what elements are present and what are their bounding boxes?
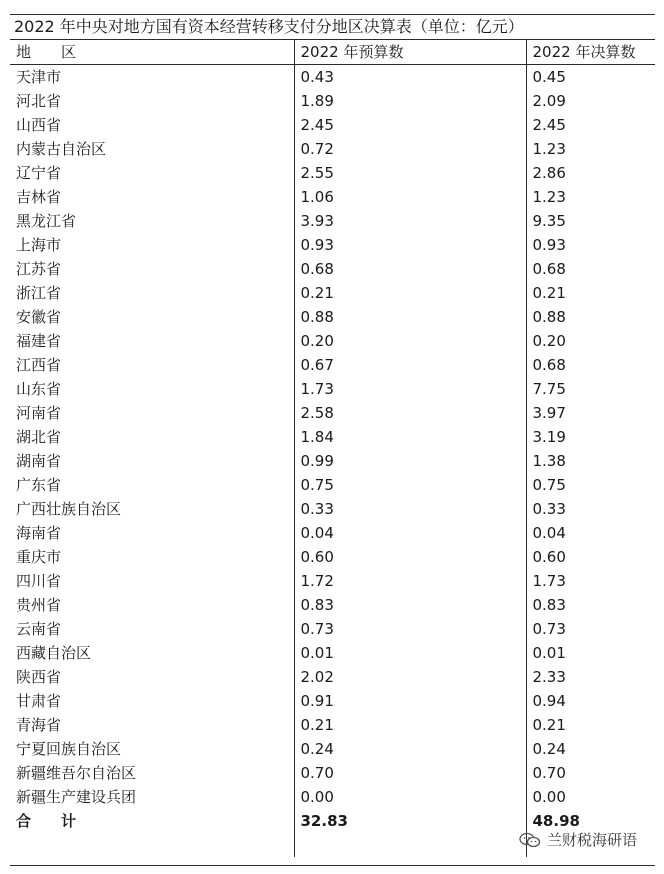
cell-final: 0.73 <box>526 617 655 641</box>
bottom-rule <box>10 865 655 866</box>
cell-region: 广西壮族自治区 <box>16 500 122 518</box>
table-row <box>10 665 655 689</box>
cell-region: 上海市 <box>16 236 62 254</box>
total-budget: 32.83 <box>294 809 526 833</box>
cell-final: 0.70 <box>526 761 655 785</box>
cell-final: 0.83 <box>526 593 655 617</box>
table-row <box>10 329 655 353</box>
table-row <box>10 281 655 305</box>
cell-final: 1.38 <box>526 449 655 473</box>
spacer-cell <box>294 833 526 857</box>
total-region: 合 计 <box>16 812 77 830</box>
cell-final: 0.24 <box>526 737 655 761</box>
cell-region: 重庆市 <box>16 548 62 566</box>
cell-region: 云南省 <box>16 620 62 638</box>
table-row <box>10 641 655 665</box>
cell-final: 0.20 <box>526 329 655 353</box>
cell-budget: 0.93 <box>294 233 526 257</box>
cell-region: 甘肃省 <box>16 692 62 710</box>
table-row <box>10 521 655 545</box>
table-row <box>10 401 655 425</box>
cell-budget: 0.43 <box>294 65 526 90</box>
cell-budget: 0.01 <box>294 641 526 665</box>
cell-budget: 0.67 <box>294 353 526 377</box>
spacer-cell <box>10 833 294 857</box>
cell-final: 1.23 <box>526 185 655 209</box>
cell-budget: 0.21 <box>294 281 526 305</box>
table-row <box>10 161 655 185</box>
table-row <box>10 257 655 281</box>
table-row <box>10 89 655 113</box>
cell-final: 1.23 <box>526 137 655 161</box>
cell-budget: 0.99 <box>294 449 526 473</box>
table-row <box>10 569 655 593</box>
cell-region: 四川省 <box>16 572 62 590</box>
table-row <box>10 713 655 737</box>
wechat-icon <box>519 832 541 848</box>
table-row <box>10 65 655 90</box>
cell-budget: 0.88 <box>294 305 526 329</box>
cell-budget: 0.33 <box>294 497 526 521</box>
cell-budget: 0.00 <box>294 785 526 809</box>
cell-final: 0.04 <box>526 521 655 545</box>
table-row <box>10 185 655 209</box>
cell-final: 0.75 <box>526 473 655 497</box>
table-row <box>10 305 655 329</box>
cell-budget: 0.20 <box>294 329 526 353</box>
cell-final: 3.97 <box>526 401 655 425</box>
cell-budget: 1.84 <box>294 425 526 449</box>
table-row <box>10 425 655 449</box>
cell-final: 0.68 <box>526 257 655 281</box>
cell-region: 新疆生产建设兵团 <box>16 788 137 806</box>
cell-final: 0.60 <box>526 545 655 569</box>
cell-budget: 1.06 <box>294 185 526 209</box>
cell-final: 2.45 <box>526 113 655 137</box>
cell-budget: 1.89 <box>294 89 526 113</box>
cell-region: 新疆维吾尔自治区 <box>16 764 137 782</box>
cell-region: 内蒙古自治区 <box>16 140 107 158</box>
table-row <box>10 473 655 497</box>
cell-budget: 0.60 <box>294 545 526 569</box>
header-final: 2022 年决算数 <box>526 40 655 65</box>
cell-budget: 0.91 <box>294 689 526 713</box>
table-row <box>10 785 655 809</box>
cell-region: 河北省 <box>16 92 62 110</box>
document <box>10 14 655 866</box>
header-region: 地 区 <box>10 40 294 65</box>
cell-region: 陕西省 <box>16 668 62 686</box>
cell-region: 山东省 <box>16 380 62 398</box>
cell-final: 9.35 <box>526 209 655 233</box>
header-row <box>10 40 655 65</box>
cell-region: 湖北省 <box>16 428 62 446</box>
cell-budget: 2.55 <box>294 161 526 185</box>
cell-final: 0.33 <box>526 497 655 521</box>
table-row <box>10 737 655 761</box>
cell-region: 福建省 <box>16 332 62 350</box>
table-title: 2022 年中央对地方国有资本经营转移支付分地区决算表（单位：亿元） <box>10 14 655 40</box>
table-row <box>10 233 655 257</box>
data-table <box>10 40 655 857</box>
cell-budget: 0.75 <box>294 473 526 497</box>
cell-region: 辽宁省 <box>16 164 62 182</box>
cell-region: 贵州省 <box>16 596 62 614</box>
table-row <box>10 593 655 617</box>
table-row <box>10 377 655 401</box>
table-row <box>10 113 655 137</box>
cell-final: 2.33 <box>526 665 655 689</box>
table-row <box>10 617 655 641</box>
cell-budget: 2.58 <box>294 401 526 425</box>
table-row <box>10 209 655 233</box>
cell-final: 0.88 <box>526 305 655 329</box>
cell-region: 安徽省 <box>16 308 62 326</box>
cell-final: 2.09 <box>526 89 655 113</box>
cell-final: 7.75 <box>526 377 655 401</box>
cell-budget: 2.02 <box>294 665 526 689</box>
total-final: 48.98 <box>526 809 655 833</box>
cell-region: 黑龙江省 <box>16 212 77 230</box>
cell-region: 湖南省 <box>16 452 62 470</box>
cell-region: 天津市 <box>16 68 62 86</box>
cell-budget: 0.21 <box>294 713 526 737</box>
table-row <box>10 545 655 569</box>
cell-budget: 0.83 <box>294 593 526 617</box>
table-row <box>10 353 655 377</box>
cell-region: 吉林省 <box>16 188 62 206</box>
table-row <box>10 137 655 161</box>
cell-region: 广东省 <box>16 476 62 494</box>
cell-final: 0.45 <box>526 65 655 90</box>
cell-final: 0.94 <box>526 689 655 713</box>
table-row <box>10 449 655 473</box>
cell-final: 0.00 <box>526 785 655 809</box>
cell-budget: 2.45 <box>294 113 526 137</box>
cell-region: 浙江省 <box>16 284 62 302</box>
watermark-text: 兰财税海研语 <box>546 831 637 849</box>
cell-final: 0.21 <box>526 713 655 737</box>
cell-budget: 3.93 <box>294 209 526 233</box>
cell-region: 西藏自治区 <box>16 644 92 662</box>
cell-final: 0.93 <box>526 233 655 257</box>
cell-budget: 0.72 <box>294 137 526 161</box>
cell-final: 1.73 <box>526 569 655 593</box>
cell-budget: 1.72 <box>294 569 526 593</box>
cell-final: 3.19 <box>526 425 655 449</box>
cell-final: 0.68 <box>526 353 655 377</box>
cell-final: 0.01 <box>526 641 655 665</box>
table-row <box>10 689 655 713</box>
cell-final: 0.21 <box>526 281 655 305</box>
cell-region: 海南省 <box>16 524 62 542</box>
table-row <box>10 497 655 521</box>
cell-region: 河南省 <box>16 404 62 422</box>
cell-region: 江西省 <box>16 356 62 374</box>
cell-budget: 1.73 <box>294 377 526 401</box>
watermark <box>519 829 637 850</box>
table-body <box>10 65 655 858</box>
header-budget: 2022 年预算数 <box>294 40 526 65</box>
cell-budget: 0.70 <box>294 761 526 785</box>
cell-region: 江苏省 <box>16 260 62 278</box>
cell-region: 青海省 <box>16 716 62 734</box>
cell-final: 2.86 <box>526 161 655 185</box>
table-row <box>10 761 655 785</box>
cell-region: 宁夏回族自治区 <box>16 740 122 758</box>
cell-budget: 0.68 <box>294 257 526 281</box>
cell-budget: 0.73 <box>294 617 526 641</box>
cell-budget: 0.04 <box>294 521 526 545</box>
cell-region: 山西省 <box>16 116 62 134</box>
cell-budget: 0.24 <box>294 737 526 761</box>
